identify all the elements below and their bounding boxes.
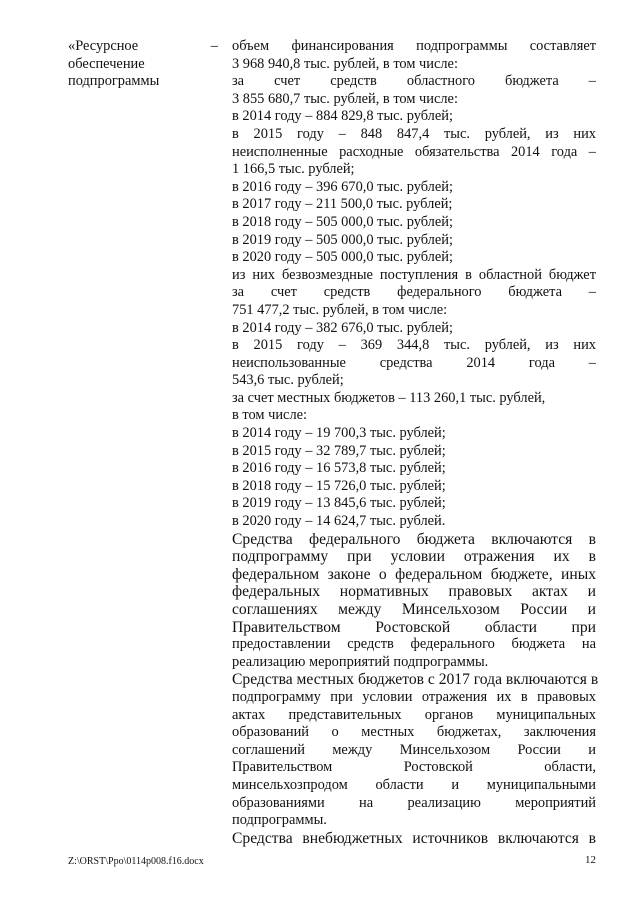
section-content (232, 38, 599, 847)
content-line: Правительством Ростовской области, (232, 759, 596, 776)
page-number: 12 (585, 854, 596, 866)
content-line: предоставлении средств федерального бюджета на (232, 636, 596, 653)
content-line: соглашениях между Минсельхозом России и (232, 601, 596, 618)
content-line: в 2014 году – 884 829,8 тыс. рублей; (232, 108, 453, 125)
content-line: соглашений между Минсельхозом России и (232, 741, 596, 758)
content-line: в 2016 году – 396 670,0 тыс. рублей; (232, 178, 453, 195)
content-line: в 2020 году – 505 000,0 тыс. рублей; (232, 249, 453, 266)
content-line: за счет местных бюджетов – 113 260,1 тыс. рублей, (232, 389, 546, 406)
content-line: Средства федерального бюджета включаются в (232, 530, 596, 548)
content-line: в 2019 году – 13 845,6 тыс. рублей; (232, 495, 446, 512)
content-line: Средства внебюджетных источников включаются в (232, 829, 596, 847)
content-line: из них безвозмездные поступления в областной бюджет (232, 266, 596, 283)
content-line: в 2019 году – 505 000,0 тыс. рублей; (232, 231, 453, 248)
content-line: образованиями на реализацию мероприятий (232, 794, 596, 811)
content-line: федеральных нормативных правовых актах и (232, 583, 596, 601)
content-line: реализацию мероприятий подпрограммы. (232, 653, 489, 670)
content-line: в 2015 году – 32 789,7 тыс. рублей; (232, 442, 446, 459)
content-line: федеральном законе о федеральном бюджете, иных (232, 565, 596, 583)
content-line: 751 477,2 тыс. рублей, в том числе: (232, 301, 448, 318)
content-line: подпрограмму при условии отражения их в правовых (232, 688, 596, 705)
content-line: в 2018 году – 505 000,0 тыс. рублей; (232, 213, 453, 230)
content-line: минсельхозпродом области и муниципальными (232, 776, 596, 793)
label-line: подпрограммы (68, 73, 160, 90)
content-line: в 2017 году – 211 500,0 тыс. рублей; (232, 196, 453, 213)
content-line: в том числе: (232, 407, 308, 424)
content-line: Средства местных бюджетов с 2017 года включаются в (232, 671, 599, 689)
content-line: в 2018 году – 15 726,0 тыс. рублей; (232, 477, 446, 494)
content-line: 1 166,5 тыс. рублей; (232, 161, 355, 178)
content-line: актах представительных органов муниципальных (232, 706, 596, 723)
content-line: образований о местных бюджетах, заключения (232, 724, 596, 741)
content-line: 3 855 680,7 тыс. рублей, в том числе: (232, 90, 458, 107)
label-line: обеспечение (68, 55, 145, 72)
content-line: в 2014 году – 382 676,0 тыс. рублей; (232, 319, 453, 336)
content-line: за счет средств областного бюджета – (232, 73, 596, 90)
content-line: в 2020 году – 14 624,7 тыс. рублей. (232, 513, 446, 530)
content-line: в 2016 году – 16 573,8 тыс. рублей; (232, 460, 446, 477)
section-label (68, 38, 218, 91)
content-line: 543,6 тыс. рублей; (232, 372, 344, 389)
content-line: в 2015 году – 848 847,4 тыс. рублей, из них (232, 125, 596, 142)
content-line: подпрограммы. (232, 812, 327, 829)
footer-file-path: Z:\ORST\Ppo\0114p008.f16.docx (68, 856, 204, 867)
content-line: за счет средств федерального бюджета – (232, 284, 596, 301)
content-line: Правительством Ростовской области при (232, 618, 596, 636)
content-line: объем финансирования подпрограммы составляет (232, 38, 596, 54)
content-line: неиспользованные средства 2014 года – (232, 354, 596, 371)
label-line: «Ресурсное – (68, 38, 218, 54)
content-line: 3 968 940,8 тыс. рублей, в том числе: (232, 55, 458, 72)
content-line: неисполненные расходные обязательства 2014 года – (232, 143, 596, 160)
content-line: в 2015 году – 369 344,8 тыс. рублей, из них (232, 337, 596, 354)
content-line: в 2014 году – 19 700,3 тыс. рублей; (232, 425, 446, 442)
content-line: подпрограмму при условии отражения их в (232, 548, 596, 566)
